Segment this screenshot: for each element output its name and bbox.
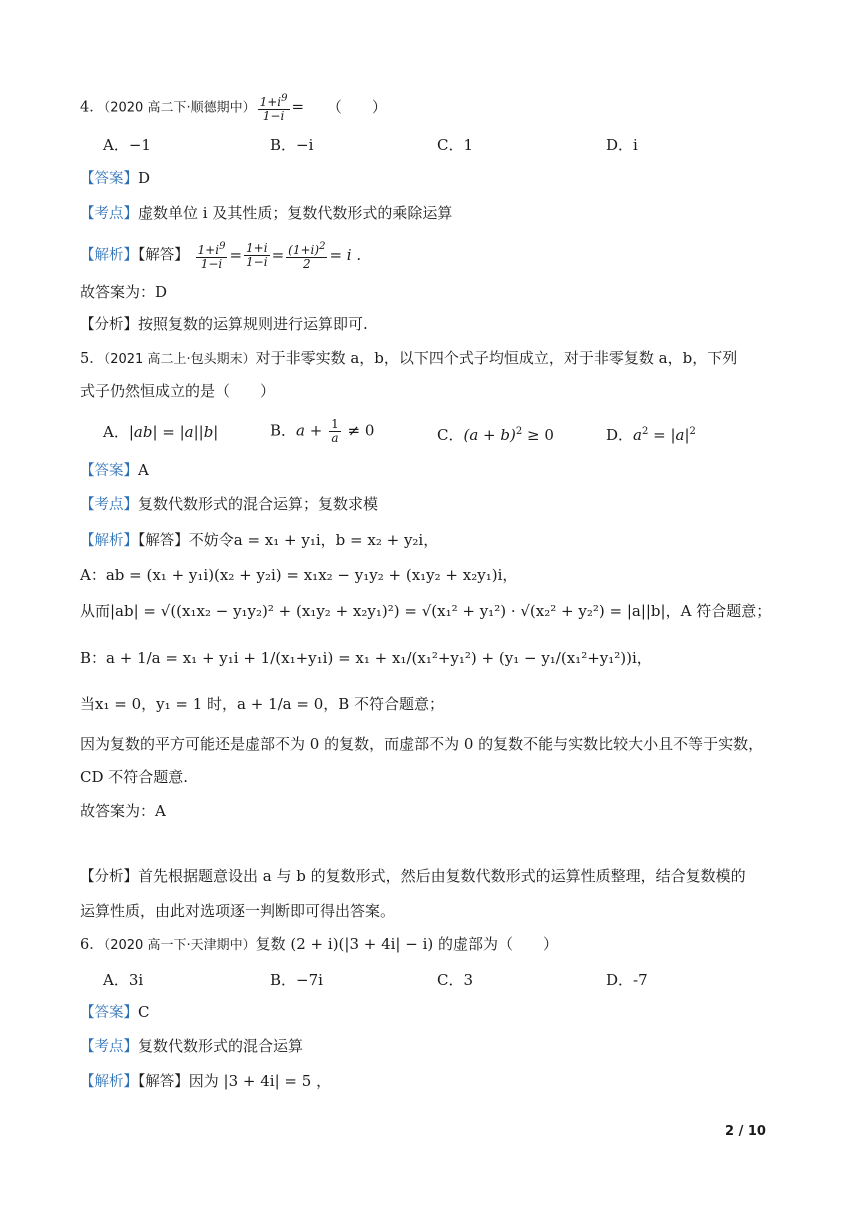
jd-tag: 【解答】 <box>138 1074 189 1090</box>
jx-tag: 【解析】 <box>80 533 138 549</box>
answer-tag: 【答案】 <box>80 171 138 187</box>
q5-line3 <box>80 601 771 621</box>
q5-option-a: A．|ab| = |a||b| <box>103 423 219 441</box>
q6-kp-line <box>80 1036 303 1057</box>
q6-stem-expr: (2 + i)(|3 + 4i| − i) <box>290 935 434 953</box>
q4-kp: 虚数单位 i 及其性质；复数代数形式的乘除运算 <box>138 204 453 222</box>
jd-tag: 【解答】 <box>138 533 189 549</box>
q6-jx-expr: |3 + 4i| = 5 <box>223 1072 312 1090</box>
q4-fx-line <box>80 314 368 335</box>
q5-answer: A <box>138 461 149 479</box>
jd-tag: 【解答】 <box>138 247 189 264</box>
q5-stem1: 对于非零实数 a，b，以下四个式子均恒成立，对于非零复数 a，b，下列 <box>255 349 738 367</box>
kp-tag: 【考点】 <box>80 1039 138 1055</box>
q6-option-b: B．−7i <box>270 971 323 989</box>
q5-answer-line <box>80 460 149 481</box>
q5-option-c: C．$(a + b)^2 \ge 0$ <box>437 426 554 444</box>
q4-option-d: D．i <box>606 136 638 154</box>
q4-final: 故答案为：D <box>80 283 168 301</box>
q5-line5 <box>80 694 444 714</box>
q5-line1: 不妨令a = x₁ + y₁i，b = x₂ + y₂i， <box>188 531 439 549</box>
q5-line3-tail: ，A 符合题意； <box>665 602 772 620</box>
q5-line2: A：ab = (x₁ + y₁i)(x₂ + y₂i) = x₁x₂ − y₁y₂ + (x₁y₂ + x₂y₁)i， <box>80 566 518 584</box>
q5-kp-line <box>80 494 378 515</box>
kp-tag: 【考点】 <box>80 206 138 222</box>
q6-stem-b: 的虚部为（ ） <box>438 935 559 953</box>
q5-line6: 因为复数的平方可能还是虚部不为 0 的复数，而虚部不为 0 的复数不能与实数比较大小且不等于实数， <box>80 735 764 753</box>
jx-tag: 【解析】 <box>80 247 138 264</box>
page-number: 2 / 10 <box>725 1124 766 1139</box>
q6-option-a: A．3i <box>103 971 144 989</box>
q6-stem <box>80 934 558 956</box>
q5-fx-line2: 运算性质，由此对选项逐一判断即可得出答案。 <box>80 902 396 920</box>
q4-kp-line <box>80 203 452 224</box>
q5-jx-line1 <box>80 530 438 551</box>
q6-stem-a: 复数 <box>255 935 286 953</box>
q6-jx-a: 因为 <box>188 1072 219 1090</box>
jx-tag: 【解析】 <box>80 1074 138 1090</box>
q4-blank: （ ） <box>326 97 387 116</box>
q6-kp: 复数代数形式的混合运算 <box>138 1037 304 1055</box>
q5-stem-line2: 式子仍然恒成立的是（ ） <box>80 382 276 400</box>
q6-option-d: D．-7 <box>606 971 648 989</box>
q5-final: 故答案为：A <box>80 802 166 820</box>
q5-fx-line1 <box>80 866 746 887</box>
q5-source: （2021 高二上·包头期末） <box>103 352 256 367</box>
q5-line5-expr: 当x₁ = 0，y₁ = 1 时，a + 1/a = 0 <box>80 695 324 713</box>
q4-stem <box>80 92 387 123</box>
q6-number: 6． <box>80 937 104 953</box>
q5-line5-tail: ，B 不符合题意； <box>323 695 445 713</box>
q5-line4-expr: B：a + 1/a = x₁ + y₁i + 1/(x₁+y₁i) = x₁ + x₁/(x₁²+y₁²) + (y₁ − y₁/(x₁²+y₁²))i， <box>80 649 652 667</box>
q4-fx: 按照复数的运算规则进行运算即可. <box>138 315 368 333</box>
q4-option-c: C．1 <box>437 136 474 154</box>
q4-option-b: B．−i <box>270 136 314 154</box>
q4-answer: D <box>138 169 151 187</box>
q4-fraction: $\frac{1+i^9}{1-i}$ <box>259 93 288 123</box>
q5-fx1: 首先根据题意设出 a 与 b 的复数形式，然后由复数代数形式的运算性质整理，结合复数模的 <box>138 867 746 885</box>
q4-option-a: A．−1 <box>103 136 151 154</box>
q5-line7: CD 不符合题意. <box>80 768 189 786</box>
q5-stem-line1 <box>80 348 737 370</box>
q5-option-b: B．a + $\frac{1}{a}$ ≠ 0 <box>270 417 375 445</box>
q4-source: （2020 高二下·顺德期中） <box>103 100 256 116</box>
q6-jx-line <box>80 1071 331 1092</box>
fx-tag: 【分析】 <box>80 869 138 885</box>
q4-jx-line <box>80 240 361 271</box>
answer-tag: 【答案】 <box>80 463 138 479</box>
q6-answer-line <box>80 1002 149 1023</box>
q6-jx-b: ， <box>316 1072 332 1090</box>
q4-number: 4． <box>80 99 104 116</box>
q5-line3-expr: 从而|ab| = √((x₁x₂ − y₁y₂)² + (x₁y₂ + x₂y₁)²) = √(x₁² + y₁²) · √(x₂² + y₂²) = |a||b| <box>80 602 666 620</box>
q6-option-c: C．3 <box>437 971 474 989</box>
q5-line4 <box>80 648 652 668</box>
q4-answer-line <box>80 168 150 189</box>
q6-answer: C <box>138 1003 150 1021</box>
answer-tag: 【答案】 <box>80 1005 138 1021</box>
q5-option-d: D．$a^2 = |a|^2$ <box>606 426 696 444</box>
q4-equals: = <box>291 97 305 116</box>
q6-source: （2020 高一下·天津期中） <box>103 938 256 953</box>
kp-tag: 【考点】 <box>80 497 138 513</box>
q5-kp: 复数代数形式的混合运算；复数求模 <box>138 495 379 513</box>
fx-tag: 【分析】 <box>80 317 138 333</box>
q4-jx-expr: $\frac{1+i^9}{1-i}$ = $\frac{1+i}{1-i}$ = $\frac{(1+i)^2}{2}$ = i . <box>197 241 362 271</box>
q5-number: 5． <box>80 351 104 367</box>
